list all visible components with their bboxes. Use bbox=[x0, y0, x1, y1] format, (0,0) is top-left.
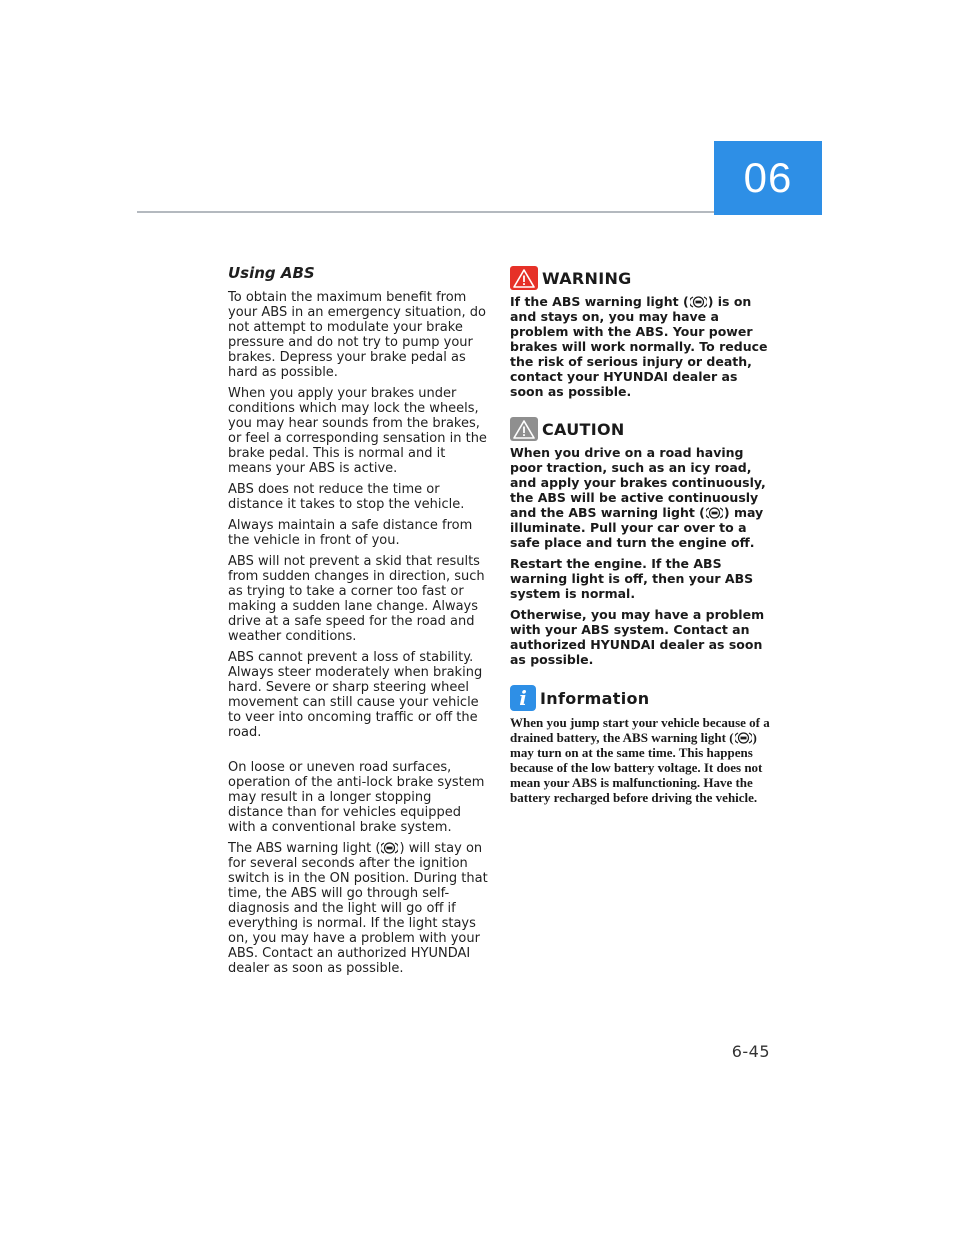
page-number: 6-45 bbox=[731, 1042, 770, 1061]
text-span: ) will stay on for several seconds after the ignition switch is in the ON position. During that time, the ABS will go through self-diagnosis and the light will go off if everything is normal. If the light stays on, you may have a problem with your ABS. Contact an authorized HYUNDAI dealer as soon as possible. bbox=[228, 841, 488, 976]
abs-warning-light-icon bbox=[706, 506, 723, 520]
paragraph-loose-surfaces: On loose or uneven road surfaces, operation of the anti-lock brake system may result in a longer stopping distance than for vehicles equipped with a conventional brake system. bbox=[228, 760, 485, 835]
paragraph-safe-distance: Always maintain a safe distance from the vehicle in front of you. bbox=[228, 518, 473, 548]
right-column bbox=[510, 266, 772, 823]
abs-warning-light-icon bbox=[381, 841, 398, 855]
warning-header bbox=[510, 266, 772, 290]
chapter-tab bbox=[714, 141, 822, 215]
information-header bbox=[510, 685, 772, 711]
paragraph-warning-light bbox=[228, 841, 490, 976]
text-span: ) may illuminate. Pull your car over to a safe place and turn the engine off. bbox=[510, 505, 764, 550]
text-span: ) may turn on at the same time. This happens because of the low battery voltage. It does not mean your ABS is malfunctioning. Have the battery recharged before driving the vehicle. bbox=[510, 730, 763, 805]
information-text bbox=[510, 715, 772, 805]
information-box bbox=[510, 685, 772, 805]
paragraph-brake-sounds: When you apply your brakes under conditions which may lock the wheels, you may hear sounds from the brakes, or feel a corresponding sensation in the brake pedal. This is normal and it means your ABS is active. bbox=[228, 386, 487, 476]
header-divider bbox=[137, 211, 714, 213]
info-icon: i bbox=[510, 685, 536, 711]
caution-triangle-icon bbox=[510, 417, 538, 441]
caution-text bbox=[510, 445, 772, 667]
caution-box bbox=[510, 417, 772, 667]
paragraph-maximum-benefit: To obtain the maximum benefit from your ABS in an emergency situation, do not attempt to modulate your brake pressure and do not try to pump your brakes. Depress your brake pedal as hard as possible. bbox=[228, 290, 486, 380]
left-column bbox=[228, 264, 490, 982]
paragraph-stability: ABS cannot prevent a loss of stability. Always steer moderately when braking hard. Severe or sharp steering wheel movement can still cause your vehicle to veer into oncoming traffic or off the road. bbox=[228, 650, 483, 740]
warning-box bbox=[510, 266, 772, 399]
warning-text bbox=[510, 294, 772, 399]
text-span: When you drive on a road having poor traction, such as an icy road, and apply your brakes continuously, the ABS will be active continuously and the ABS warning light ( bbox=[510, 445, 766, 520]
abs-warning-light-icon bbox=[735, 731, 752, 745]
caution-title: CAUTION bbox=[542, 419, 625, 439]
warning-triangle-icon bbox=[510, 266, 538, 290]
abs-warning-light-icon bbox=[690, 295, 707, 309]
text-span: ) is on and stays on, you may have a problem with the ABS. Your power brakes will work normally. To reduce the risk of serious injury or death, contact your HYUNDAI dealer as soon as possible. bbox=[510, 294, 768, 399]
text-span: The ABS warning light ( bbox=[228, 841, 381, 856]
caution-header bbox=[510, 417, 772, 441]
text-span: If the ABS warning light ( bbox=[510, 294, 689, 309]
warning-title: WARNING bbox=[542, 268, 632, 288]
paragraph-skid: ABS will not prevent a skid that results from sudden changes in direction, such as trying to take a corner too fast or making a sudden lane change. Always drive at a safe speed for the road and weather conditions. bbox=[228, 554, 485, 644]
text-span: When you jump start your vehicle because of a drained battery, the ABS warning light ( bbox=[510, 715, 770, 745]
caution-paragraph bbox=[510, 445, 772, 550]
section-heading: Using ABS bbox=[228, 264, 315, 282]
paragraph-stop-distance: ABS does not reduce the time or distance it takes to stop the vehicle. bbox=[228, 482, 465, 512]
chapter-number: 06 bbox=[743, 154, 793, 201]
information-title: Information bbox=[540, 688, 650, 708]
caution-paragraph-restart: Restart the engine. If the ABS warning light is off, then your ABS system is normal. bbox=[510, 556, 754, 601]
caution-paragraph-otherwise: Otherwise, you may have a problem with your ABS system. Contact an authorized HYUNDAI dealer as soon as possible. bbox=[510, 607, 765, 667]
